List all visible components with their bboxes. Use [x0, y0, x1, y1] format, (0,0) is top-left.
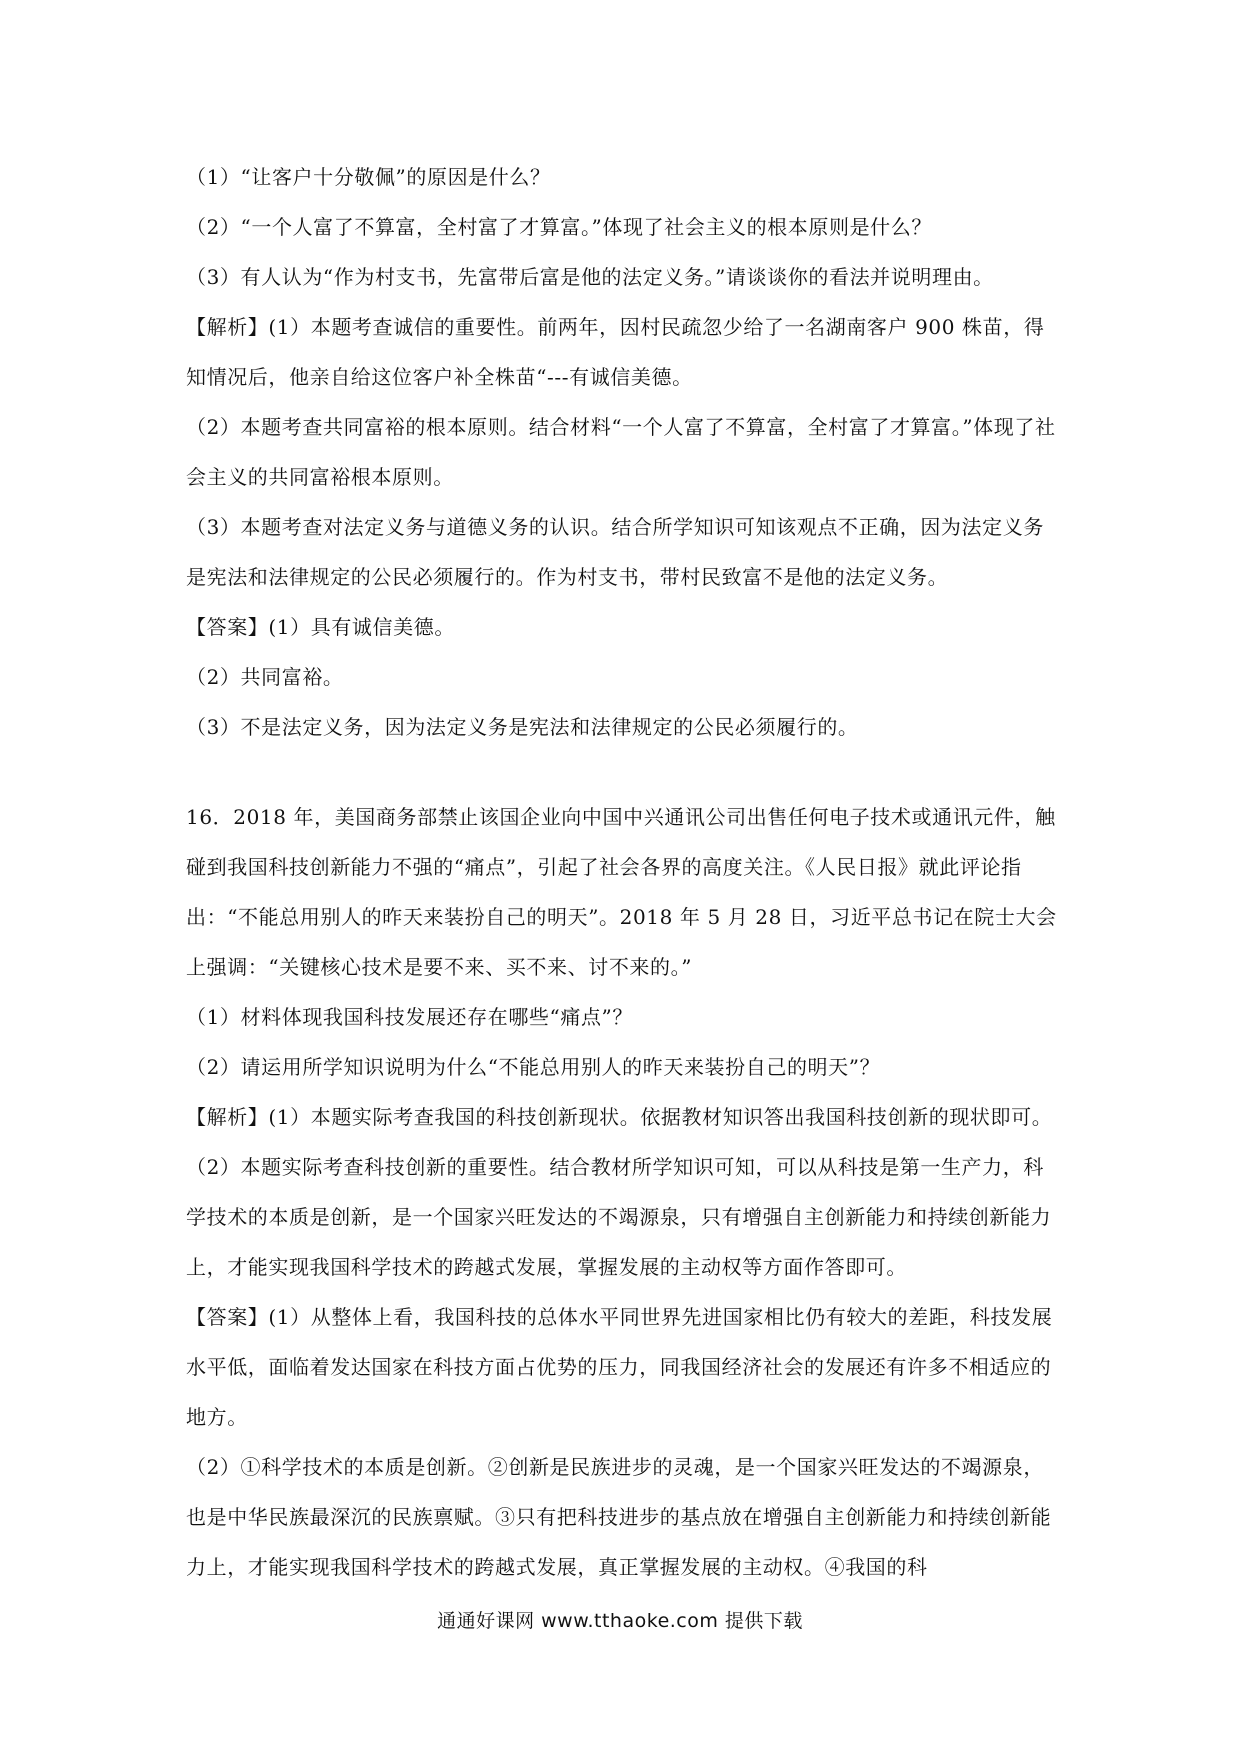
page-footer: 通通好课网 www.tthaoke.com 提供下载 [437, 1610, 803, 1632]
analysis-1: 【解析】(1）本题考查诚信的重要性。前两年，因村民疏忽少给了一名湖南客户 900 株苗，得知情况后，他亲自给这位客户补全株苗“---有诚信美德。 [186, 315, 1045, 389]
analysis-16-1: 【解析】(1）本题实际考查我国的科技创新现状。依据教材知识答出我国科技创新的现状即可。 [186, 1105, 1053, 1129]
question-2: （2）“一个人富了不算富，全村富了才算富。”体现了社会主义的根本原则是什么？ [186, 215, 932, 239]
answer-3: （3）不是法定义务，因为法定义务是宪法和法律规定的公民必须履行的。 [186, 715, 859, 739]
answer-1: 【答案】(1）具有诚信美德。 [186, 615, 455, 639]
answer-16-2: （2）①科学技术的本质是创新。②创新是民族进步的灵魂，是一个国家兴旺发达的不竭源泉，也是中华民族最深沉的民族禀赋。③只有把科技进步的基点放在增强自主创新能力和持续创新能力上，才能实现我国科学技术的跨越式发展，真正掌握发展的主动权。④我国的科 [186, 1455, 1052, 1579]
question-16-stem: 16．2018 年，美国商务部禁止该国企业向中国中兴通讯公司出售任何电子技术或通讯元件，触碰到我国科技创新能力不强的“痛点”，引起了社会各界的高度关注。《人民日报》就此评论指出：“不能总用别人的昨天来装扮自己的明天”。2018 年 5 月 28 日，习近平总书记在院士大会上强调：“关键核心技术是要不来、买不来、讨不来的。” [186, 805, 1057, 979]
analysis-16-2: （2）本题实际考查科技创新的重要性。结合教材所学知识可知，可以从科技是第一生产力，科学技术的本质是创新，是一个国家兴旺发达的不竭源泉，只有增强自主创新能力和持续创新能力上，才能实现我国科学技术的跨越式发展，掌握发展的主动权等方面作答即可。 [186, 1155, 1052, 1279]
document-body [186, 152, 1060, 1592]
answer-16-1: 【答案】(1）从整体上看，我国科技的总体水平同世界先进国家相比仍有较大的差距，科技发展水平低，面临着发达国家在科技方面占优势的压力，同我国经济社会的发展还有许多不相适应的地方。 [186, 1305, 1053, 1429]
question-16-1: （1）材料体现我国科技发展还存在哪些“痛点”？ [186, 1005, 633, 1029]
question-3: （3）有人认为“作为村支书，先富带后富是他的法定义务。”请谈谈你的看法并说明理由。 [186, 265, 994, 289]
answer-2: （2）共同富裕。 [186, 665, 344, 689]
question-1: （1）“让客户十分敬佩”的原因是什么？ [186, 165, 551, 189]
question-16-2: （2）请运用所学知识说明为什么“不能总用别人的昨天来装扮自己的明天”？ [186, 1055, 881, 1079]
analysis-2: （2）本题考查共同富裕的根本原则。结合材料“一个人富了不算富，全村富了才算富。”体现了社会主义的共同富裕根本原则。 [186, 415, 1056, 489]
analysis-3: （3）本题考查对法定义务与道德义务的认识。结合所学知识可知该观点不正确，因为法定义务是宪法和法律规定的公民必须履行的。作为村支书，带村民致富不是他的法定义务。 [186, 515, 1044, 589]
section-gap [186, 752, 1060, 792]
